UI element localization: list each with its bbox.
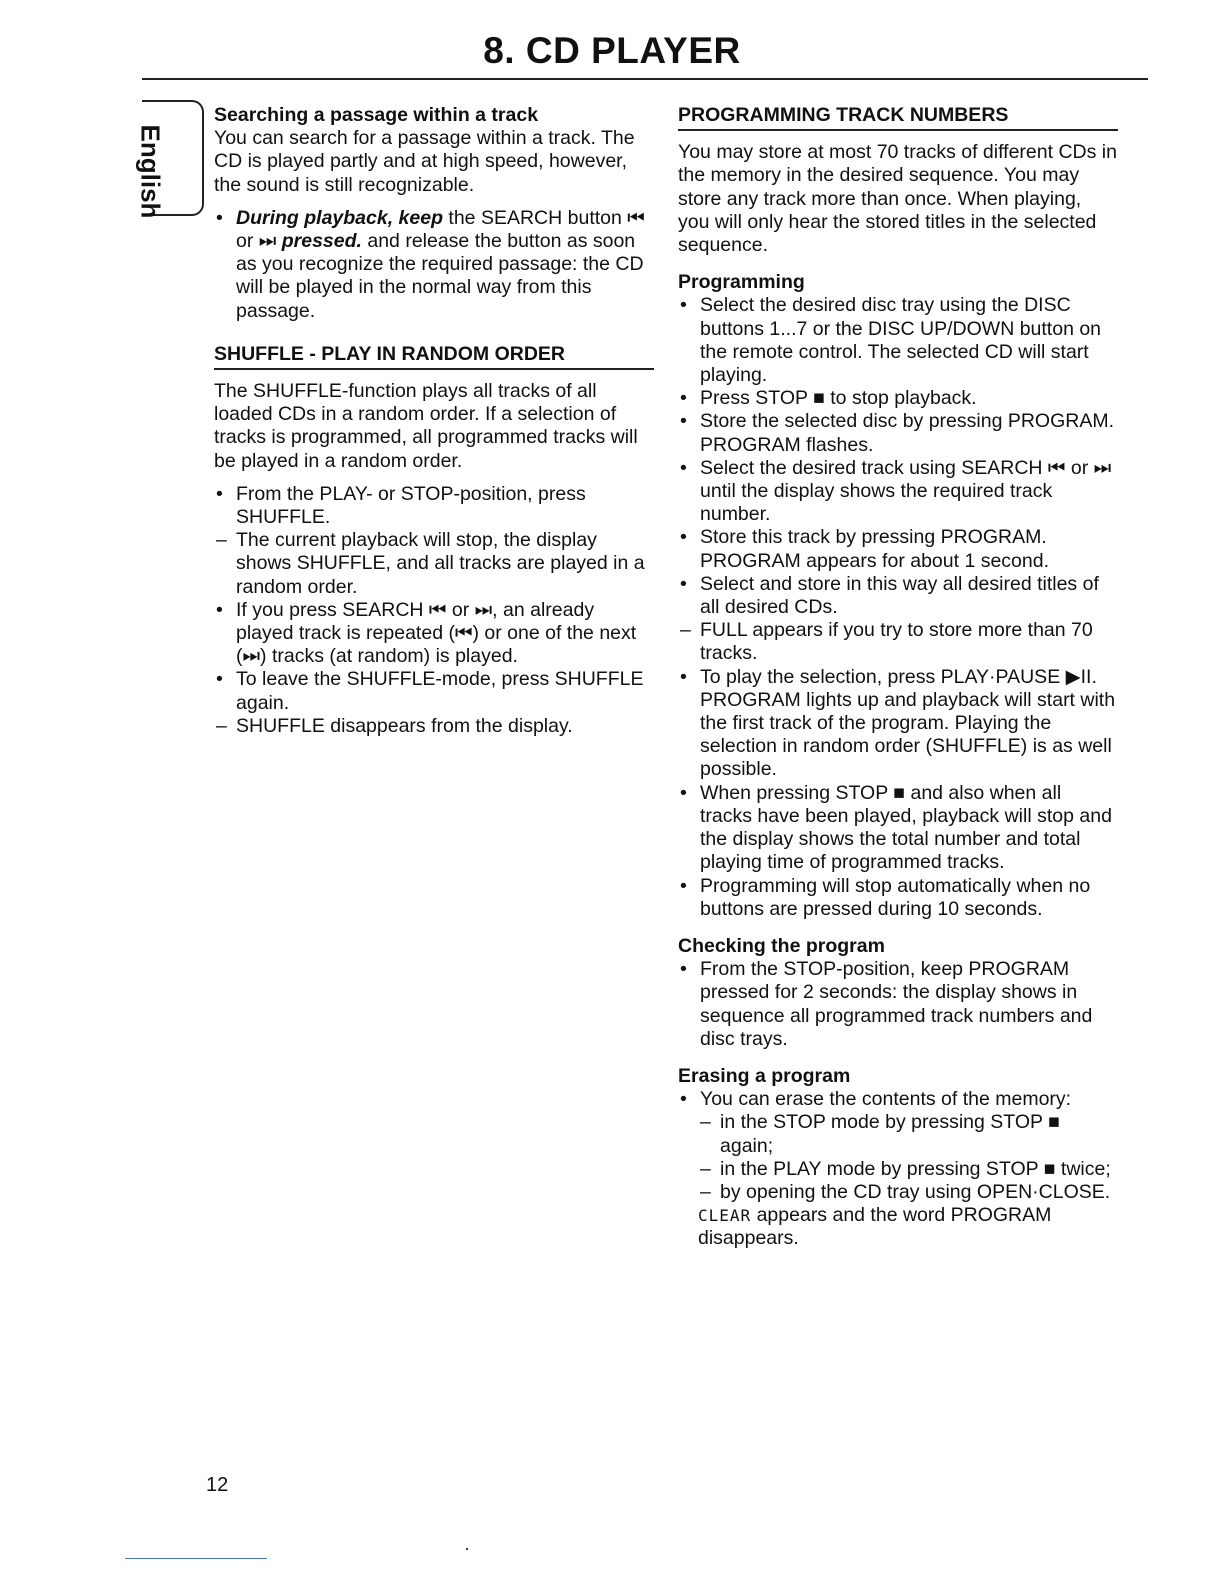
shuffle-intro: The SHUFFLE-function plays all tracks of all loaded CDs in a random order. If a selection of tracks is programmed, all programmed tracks will be played in a random order. [214, 380, 638, 472]
list-item-text: Press STOP ■ to stop playback. [700, 387, 977, 410]
list-item [214, 483, 654, 529]
list-item-text: Select the desired disc tray using the DISC buttons 1...7 or the DISC UP/DOWN button on the remote control. The selected CD will start playing. [700, 294, 1102, 387]
list-marker: • [680, 410, 687, 433]
programming-list [678, 294, 1118, 920]
list-item [698, 1181, 1118, 1204]
scan-dot [466, 1548, 468, 1550]
list-item-text: When pressing STOP ■ and also when all tracks have been played, playback will stop and the display shows the total number and total playing time of programmed tracks. [700, 781, 1112, 874]
list-item [678, 294, 1118, 387]
list-marker: – [700, 1111, 711, 1134]
clear-display-text: CLEAR [698, 1206, 752, 1226]
list-marker: • [680, 874, 687, 897]
clear-line [678, 1204, 1118, 1250]
erasing-text: You can erase the contents of the memory: [700, 1088, 1072, 1111]
programming-heading: Programming [678, 271, 805, 294]
list-item [214, 599, 654, 669]
footer-line [125, 1558, 267, 1559]
search-intro: You can search for a passage within a track. The CD is played partly and at high speed, however, the sound is still recognizable. [214, 127, 635, 196]
list-marker: – [216, 529, 227, 552]
checking-text: From the STOP-position, keep PROGRAM pressed for 2 seconds: the display shows in sequence all programmed track numbers and disc trays. [700, 958, 1093, 1050]
list-item [678, 457, 1118, 527]
list-marker: • [216, 482, 223, 505]
list-item-text: by opening the CD tray using OPEN·CLOSE. [720, 1180, 1111, 1203]
erasing-list [678, 1088, 1118, 1111]
list-item-text: Programming will stop automatically when no buttons are pressed during 10 seconds. [700, 874, 1091, 920]
list-marker: • [680, 665, 687, 688]
shuffle-heading: SHUFFLE - PLAY IN RANDOM ORDER [214, 343, 654, 370]
programming-intro: You may store at most 70 tracks of different CDs in the memory in the desired sequence. You may store any track more than once. When playing, you will only hear the stored titles in the selected sequence. [678, 141, 1117, 257]
search-bold-1: During playback, keep [236, 206, 443, 229]
list-item-text: Store this track by pressing PROGRAM. PROGRAM appears for about 1 second. [700, 526, 1050, 572]
list-marker: • [680, 526, 687, 549]
header-rule [142, 78, 1148, 80]
list-marker: – [216, 714, 227, 737]
list-item [678, 782, 1118, 875]
list-marker: – [700, 1180, 711, 1203]
list-item-text: in the STOP mode by pressing STOP ■ again; [720, 1111, 1060, 1157]
list-item-text: To leave the SHUFFLE-mode, press SHUFFLE again. [236, 668, 644, 714]
erasing-sub-list [698, 1111, 1118, 1204]
shuffle-list [214, 483, 654, 738]
language-tab-label: English [135, 124, 166, 219]
list-item [678, 875, 1118, 921]
clear-text: appears and the word PROGRAM disappears. [698, 1204, 1052, 1250]
list-marker: • [680, 781, 687, 804]
list-item [698, 1111, 1118, 1157]
list-item [678, 666, 1118, 782]
erasing-heading: Erasing a program [678, 1064, 851, 1087]
list-item-text: FULL appears if you try to store more than 70 tracks. [700, 619, 1093, 665]
checking-heading: Checking the program [678, 934, 885, 957]
list-item-text: SHUFFLE disappears from the display. [236, 714, 573, 737]
list-item-text: The current playback will stop, the display shows SHUFFLE, and all tracks are played in a random order. [236, 529, 645, 598]
right-column [678, 104, 1118, 1251]
list-item [678, 410, 1118, 456]
list-item [698, 1158, 1118, 1181]
list-item [214, 668, 654, 714]
list-item [214, 529, 654, 599]
list-marker: – [680, 619, 691, 642]
list-marker: • [680, 294, 687, 317]
list-item [214, 715, 654, 738]
list-marker: – [700, 1157, 711, 1180]
list-item-text: To play the selection, press PLAY·PAUSE ▶II. PROGRAM lights up and playback will start with the first track of the program. Playing the selection in random order (SHUFFLE) is as well possible. [700, 665, 1116, 781]
list-item: • During playback, keep the SEARCH button ⏮ or ⏭ pressed. and release the button as soon as you recognize the required passage: the CD will be played in the normal way from this passage. [216, 206, 645, 322]
page-title: 8. CD PLAYER [483, 30, 741, 71]
list-item-text: Select the desired track using SEARCH ⏮ or ⏭ until the display shows the required track number. [700, 456, 1112, 526]
page-number: 12 [206, 1474, 229, 1496]
list-item [678, 387, 1118, 410]
list-item: • You can erase the contents of the memory: [680, 1088, 1072, 1111]
search-mid: the SEARCH button ⏮ or ⏭ [236, 206, 645, 253]
list-item-text: in the PLAY mode by pressing STOP ■ twice; [720, 1157, 1111, 1180]
list-item [678, 526, 1118, 572]
search-bold-2: pressed. [281, 230, 362, 253]
search-list [214, 207, 654, 323]
list-item [678, 573, 1118, 619]
list-item [678, 619, 1118, 665]
list-marker: • [680, 572, 687, 595]
list-marker: • [680, 456, 687, 479]
search-heading: Searching a passage within a track [214, 104, 539, 126]
list-item-text: Select and store in this way all desired titles of all desired CDs. [700, 572, 1099, 619]
list-item-text: If you press SEARCH ⏮ or ⏭, an already played track is repeated (⏮) or one of the next (⏭) tracks (at random) is played. [236, 598, 637, 668]
list-marker: • [216, 668, 223, 691]
programming-track-numbers-heading: PROGRAMMING TRACK NUMBERS [678, 104, 1118, 131]
list-marker: • [680, 387, 687, 410]
list-marker: • [216, 598, 223, 621]
list-item: • From the STOP-position, keep PROGRAM pressed for 2 seconds: the display shows in sequence all programmed track numbers and disc trays. [680, 958, 1093, 1050]
search-rest: and release the button as soon as you recognize the required passage: the CD will be played in the normal way from this passage. [236, 230, 644, 322]
list-item-text: From the PLAY- or STOP-position, press SHUFFLE. [236, 482, 586, 529]
left-column [214, 104, 654, 738]
list-item-text: Store the selected disc by pressing PROGRAM. PROGRAM flashes. [700, 410, 1115, 456]
checking-list [678, 958, 1118, 1051]
